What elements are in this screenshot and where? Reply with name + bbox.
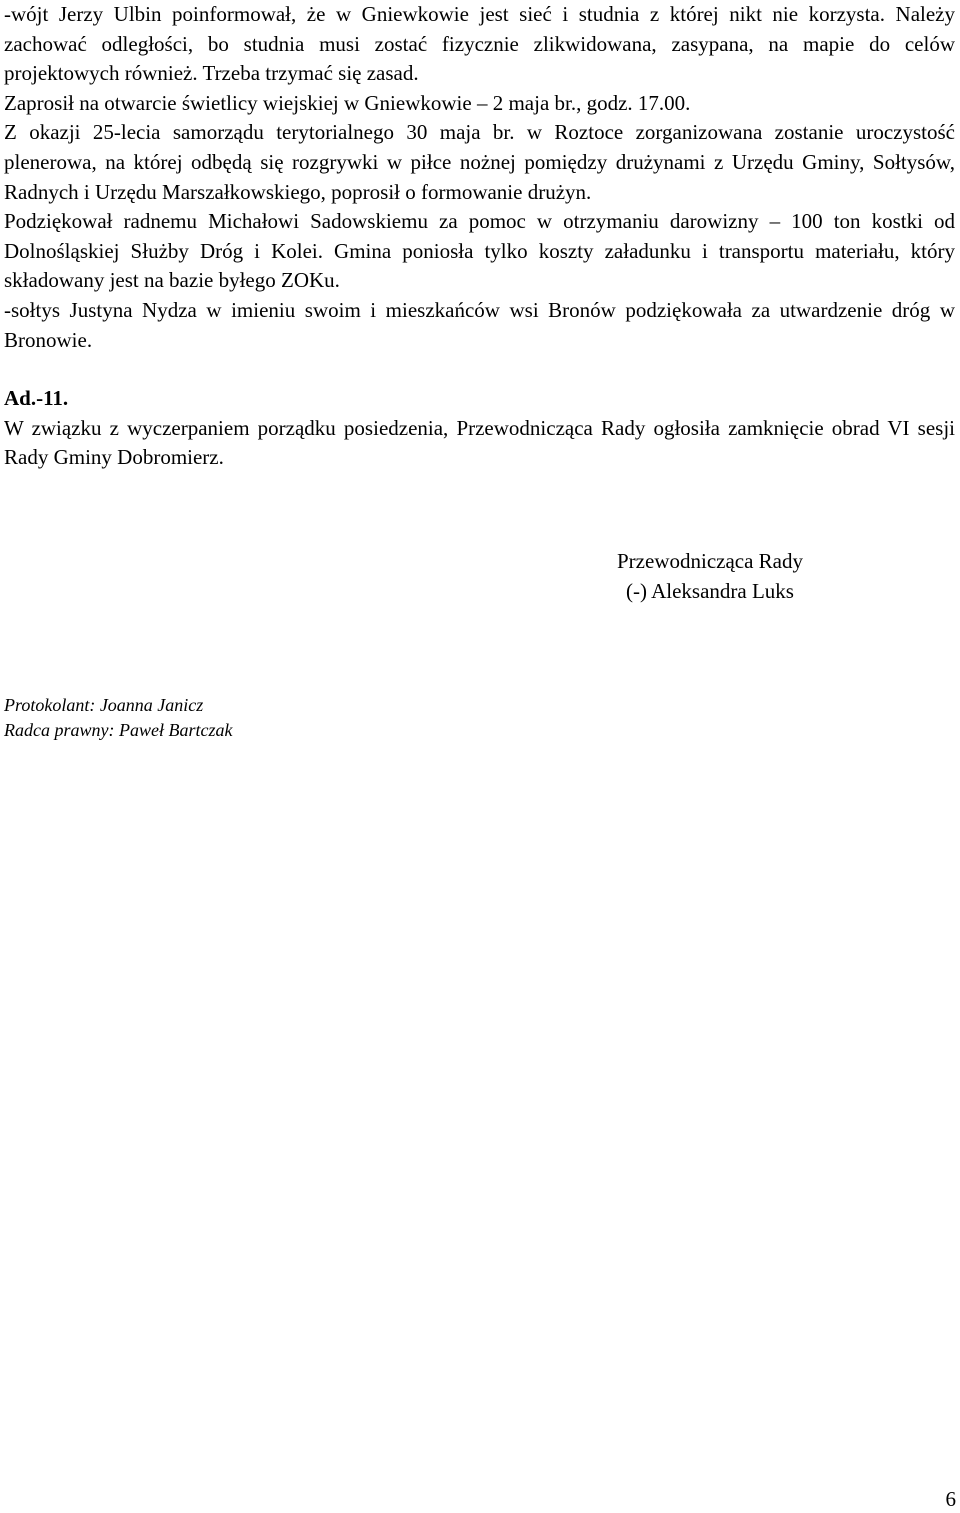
- paragraph-thanks-donation: Podziękował radnemu Michałowi Sadowskiemu za pomoc w otrzymaniu darowizny – 100 ton kostki od Dolnośląskiej Służby Dróg i Kolei. Gmina poniosła tylko koszty załadunku i transportu materiału, który składowany jest na bazie byłego ZOKu.: [4, 209, 955, 293]
- footer-notes: [4, 693, 232, 743]
- legal-advisor-note: Radca prawny: Paweł Bartczak: [4, 720, 233, 740]
- document-body: [4, 0, 955, 473]
- recorder-note: Protokolant: Joanna Janicz: [4, 695, 204, 715]
- closing-paragraph: W związku z wyczerpaniem porządku posiedzenia, Przewodnicząca Rady ogłosiła zamknięcie obrad VI sesji Rady Gminy Dobromierz.: [4, 415, 955, 470]
- paragraph-anniversary: Z okazji 25-lecia samorządu terytorialnego 30 maja br. w Roztoce zorganizowana zostanie uroczystość plenerowa, na której odbędą się rozgrywki w piłce nożnej pomiędzy drużynami z Urzędu Gminy, Sołtysów, Radnych i Urzędu Marszałkowskiego, poprosił o formowanie drużyn.: [4, 120, 955, 204]
- signature-name: (-) Aleksandra Luks: [626, 578, 794, 603]
- paragraph-soltys-thanks: -sołtys Justyna Nydza w imieniu swoim i mieszkańców wsi Bronów podziękowała za utwardzenie dróg w Bronowie.: [4, 297, 955, 352]
- signature-block: [580, 547, 840, 606]
- paragraph-invitation: Zaprosił na otwarcie świetlicy wiejskiej w Gniewkowie – 2 maja br., godz. 17.00.: [4, 90, 691, 115]
- paragraph-wojt-well-info: -wójt Jerzy Ulbin poinformował, że w Gniewkowie jest sieć i studnia z której nikt nie korzysta. Należy zachować odległości, bo studnia musi zostać fizycznie zlikwidowana, zasypana, na mapie do celów projektowych również. Trzeba trzymać się zasad.: [4, 2, 955, 86]
- signature-title: Przewodnicząca Rady: [617, 549, 803, 573]
- section-heading: Ad.-11.: [4, 386, 69, 411]
- page-number: 6: [945, 1487, 956, 1511]
